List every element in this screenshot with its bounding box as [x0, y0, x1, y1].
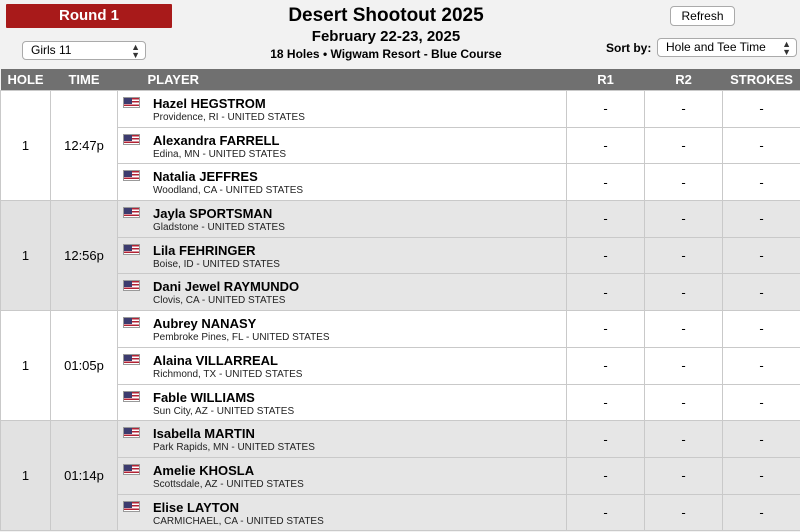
- r1-score: -: [567, 274, 645, 311]
- time-cell: 01:05p: [51, 311, 118, 421]
- table-row[interactable]: [1, 347, 800, 384]
- r1-score: -: [567, 164, 645, 201]
- tee-group: [1, 201, 800, 311]
- r2-score: -: [645, 311, 723, 348]
- hole-cell: 1: [1, 201, 51, 311]
- player-cell[interactable]: [118, 347, 567, 384]
- r1-score: -: [567, 311, 645, 348]
- player-name[interactable]: Amelie KHOSLA: [153, 462, 255, 478]
- tee-times-table: [0, 69, 800, 531]
- table-row[interactable]: [1, 201, 800, 238]
- player-cell[interactable]: [118, 457, 567, 494]
- strokes-score: -: [723, 164, 800, 201]
- us-flag-icon: [123, 391, 140, 402]
- round-button[interactable]: Round 1: [6, 4, 172, 28]
- player-name[interactable]: Jayla SPORTSMAN: [153, 206, 273, 222]
- player-cell[interactable]: [118, 201, 567, 238]
- r2-score: -: [645, 384, 723, 421]
- player-name[interactable]: Isabella MARTIN: [153, 426, 255, 442]
- r1-score: -: [567, 201, 645, 238]
- r1-score: -: [567, 457, 645, 494]
- r1-score: -: [567, 347, 645, 384]
- strokes-score: -: [723, 127, 800, 164]
- strokes-score: -: [723, 494, 800, 531]
- us-flag-icon: [123, 354, 140, 365]
- table-row[interactable]: [1, 237, 800, 274]
- us-flag-icon: [123, 244, 140, 255]
- sort-label: Sort by:: [606, 41, 652, 55]
- column-header-hole: HOLE: [1, 69, 51, 91]
- table-row[interactable]: [1, 164, 800, 201]
- us-flag-icon: [123, 501, 140, 512]
- player-location: Pembroke Pines, FL - UNITED STATES: [153, 332, 330, 344]
- r1-score: -: [567, 127, 645, 164]
- player-name[interactable]: Elise LAYTON: [153, 499, 239, 515]
- player-cell[interactable]: [118, 421, 567, 458]
- player-name[interactable]: Alexandra FARRELL: [153, 132, 280, 148]
- column-header-strokes: STROKES: [723, 69, 800, 91]
- r1-score: -: [567, 494, 645, 531]
- player-cell[interactable]: [118, 237, 567, 274]
- player-location: Scottsdale, AZ - UNITED STATES: [153, 478, 304, 490]
- table-row[interactable]: [1, 127, 800, 164]
- r2-score: -: [645, 421, 723, 458]
- table-row[interactable]: [1, 421, 800, 458]
- strokes-score: -: [723, 274, 800, 311]
- r2-score: -: [645, 201, 723, 238]
- event-dates: February 22-23, 2025: [311, 28, 461, 45]
- player-cell[interactable]: [118, 91, 567, 128]
- r2-score: -: [645, 274, 723, 311]
- player-cell[interactable]: [118, 311, 567, 348]
- table-row[interactable]: [1, 494, 800, 531]
- us-flag-icon: [123, 427, 140, 438]
- player-name[interactable]: Natalia JEFFRES: [153, 169, 258, 185]
- page-header: [0, 0, 800, 69]
- division-select[interactable]: [22, 41, 146, 60]
- strokes-score: -: [723, 91, 800, 128]
- tee-group: [1, 421, 800, 531]
- us-flag-icon: [123, 464, 140, 475]
- r1-score: -: [567, 421, 645, 458]
- r2-score: -: [645, 457, 723, 494]
- hole-cell: 1: [1, 91, 51, 201]
- us-flag-icon: [123, 317, 140, 328]
- us-flag-icon: [123, 170, 140, 181]
- r1-score: -: [567, 237, 645, 274]
- event-course: 18 Holes • Wigwam Resort - Blue Course: [270, 47, 502, 61]
- player-location: Park Rapids, MN - UNITED STATES: [153, 442, 315, 454]
- r2-score: -: [645, 127, 723, 164]
- us-flag-icon: [123, 280, 140, 291]
- r2-score: -: [645, 494, 723, 531]
- table-row[interactable]: [1, 274, 800, 311]
- r1-score: -: [567, 384, 645, 421]
- r2-score: -: [645, 347, 723, 384]
- table-header-row: [1, 69, 800, 91]
- strokes-score: -: [723, 347, 800, 384]
- select-arrows-icon: ▲ ▼: [131, 42, 140, 60]
- tee-group: [1, 311, 800, 421]
- strokes-score: -: [723, 311, 800, 348]
- player-name[interactable]: Aubrey NANASY: [153, 316, 257, 332]
- player-cell[interactable]: [118, 494, 567, 531]
- tee-group: [1, 91, 800, 201]
- r2-score: -: [645, 91, 723, 128]
- player-cell[interactable]: [118, 274, 567, 311]
- us-flag-icon: [123, 207, 140, 218]
- us-flag-icon: [123, 97, 140, 108]
- time-cell: 12:56p: [51, 201, 118, 311]
- column-header-time: TIME: [51, 69, 118, 91]
- column-header-player: PLAYER: [118, 69, 567, 91]
- table-row[interactable]: [1, 91, 800, 128]
- player-cell[interactable]: [118, 127, 567, 164]
- player-location: Edina, MN - UNITED STATES: [153, 148, 286, 160]
- table-row[interactable]: [1, 384, 800, 421]
- player-location: Richmond, TX - UNITED STATES: [153, 368, 303, 380]
- strokes-score: -: [723, 457, 800, 494]
- us-flag-icon: [123, 134, 140, 145]
- strokes-score: -: [723, 384, 800, 421]
- r2-score: -: [645, 237, 723, 274]
- hole-cell: 1: [1, 311, 51, 421]
- sort-select-value: Hole and Tee Time: [666, 40, 766, 54]
- player-location: Woodland, CA - UNITED STATES: [153, 185, 304, 197]
- player-cell[interactable]: [118, 384, 567, 421]
- player-name[interactable]: Alaina VILLARREAL: [153, 352, 278, 368]
- player-location: Clovis, CA - UNITED STATES: [153, 295, 286, 307]
- column-header-r2: R2: [645, 69, 723, 91]
- strokes-score: -: [723, 421, 800, 458]
- column-header-r1: R1: [567, 69, 645, 91]
- r1-score: -: [567, 91, 645, 128]
- player-location: Sun City, AZ - UNITED STATES: [153, 405, 295, 417]
- strokes-score: -: [723, 201, 800, 238]
- event-title: Desert Shootout 2025: [288, 5, 484, 26]
- time-cell: 01:14p: [51, 421, 118, 531]
- player-location: Providence, RI - UNITED STATES: [153, 112, 305, 123]
- event-title-block: [200, 0, 572, 61]
- player-name[interactable]: Lila FEHRINGER: [153, 242, 256, 258]
- time-cell: 12:47p: [51, 91, 118, 201]
- table-row[interactable]: [1, 311, 800, 348]
- player-name[interactable]: Hazel HEGSTROM: [153, 96, 266, 111]
- player-location: Gladstone - UNITED STATES: [153, 222, 285, 234]
- division-select-value: Girls 11: [31, 43, 72, 57]
- r2-score: -: [645, 164, 723, 201]
- player-name[interactable]: Fable WILLIAMS: [153, 389, 255, 405]
- player-cell[interactable]: [118, 164, 567, 201]
- sort-select[interactable]: [657, 38, 797, 57]
- strokes-score: -: [723, 237, 800, 274]
- player-location: CARMICHAEL, CA - UNITED STATES: [153, 515, 324, 527]
- refresh-button[interactable]: Refresh: [670, 6, 735, 26]
- player-location: Boise, ID - UNITED STATES: [153, 258, 280, 270]
- table-row[interactable]: [1, 457, 800, 494]
- player-name[interactable]: Dani Jewel RAYMUNDO: [153, 279, 300, 295]
- hole-cell: 1: [1, 421, 51, 531]
- select-arrows-icon: ▲ ▼: [782, 39, 791, 57]
